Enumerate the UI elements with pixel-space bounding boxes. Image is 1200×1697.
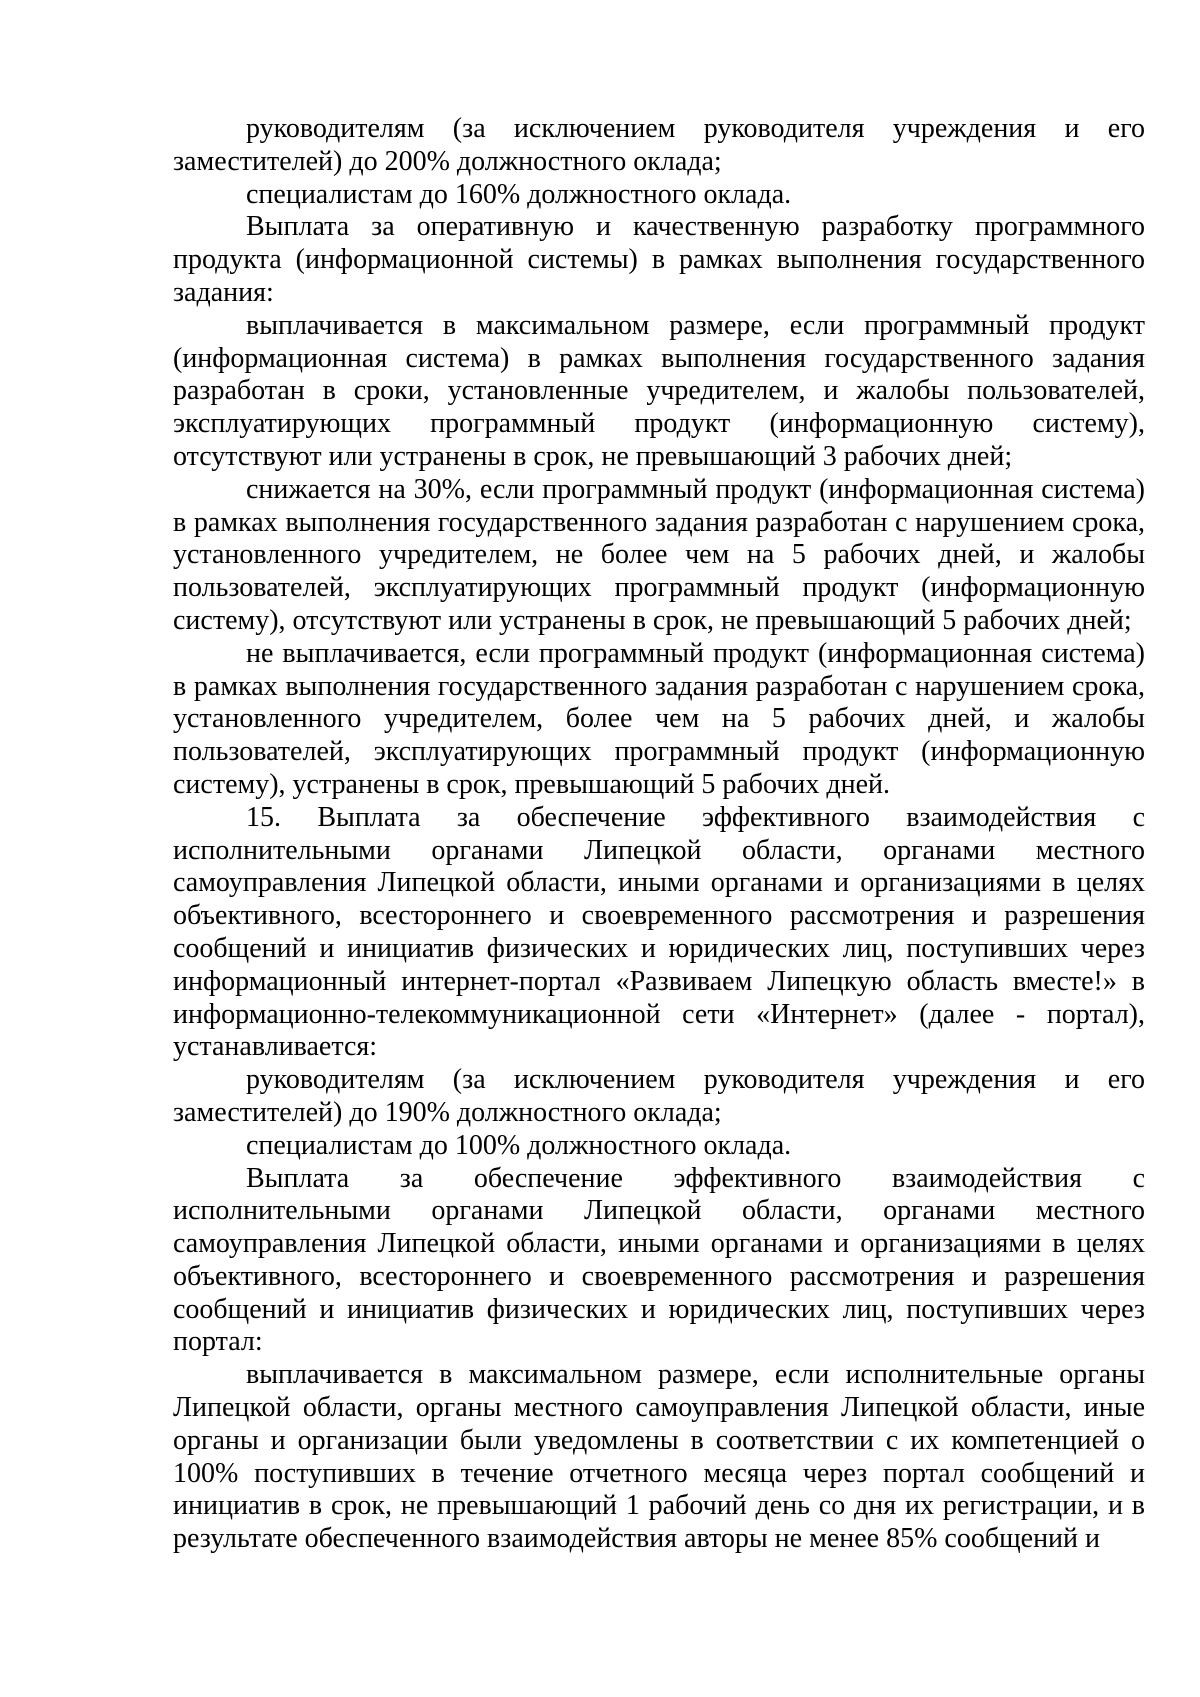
paragraph: специалистам до 100% должностного оклада. — [246, 1129, 792, 1161]
paragraph: руководителям (за исключением руководителя учреждения и его заместителей) до 200% должностного оклада; — [173, 113, 1145, 177]
paragraph: выплачивается в максимальном размере, если исполнительные органы Липецкой области, органы местного самоуправления Липецкой области, иные органы и организации были уведомлены в соответствии с их компетенцией о 100% поступивших в течение отчетного месяца через портал сообщений и инициатив в срок, не превышающий 1 рабочий день со дня их регистрации, и в результате обеспеченного взаимодействия авторы не менее 85% сообщений и — [173, 1359, 1145, 1555]
paragraph: Выплата за обеспечение эффективного взаимодействия с исполнительными органами Липецкой области, органами местного самоуправления Липецкой области, иными органами и организациями в целях объективного, всестороннего и своевременного рассмотрения и разрешения сообщений и инициатив физических и юридических лиц, поступивших через портал: — [173, 1162, 1145, 1358]
paragraph: руководителям (за исключением руководителя учреждения и его заместителей) до 190% должностного оклада; — [173, 1064, 1145, 1128]
paragraph: не выплачивается, если программный продукт (информационная система) в рамках выполнения государственного задания разработан с нарушением срока, установленного учредителем, более чем на 5 рабочих дней, и жалобы пользователей, эксплуатирующих программный продукт (информационную систему), устранены в срок, превышающий 5 рабочих дней. — [173, 637, 1145, 800]
document-page — [173, 113, 1145, 1556]
paragraph: Выплата за оперативную и качественную разработку программного продукта (информационной системы) в рамках выполнения государственного задания: — [173, 211, 1145, 308]
paragraph: специалистам до 160% должностного оклада. — [246, 178, 792, 210]
paragraph: снижается на 30%, если программный продукт (информационная система) в рамках выполнения государственного задания разработан с нарушением срока, установленного учредителем, не более чем на 5 рабочих дней, и жалобы пользователей, эксплуатирующих программный продукт (информационную систему), отсутствуют или устранены в срок, не превышающий 5 рабочих дней; — [173, 473, 1145, 636]
section-15-paragraph: 15. Выплата за обеспечение эффективного взаимодействия с исполнительными органами Липецкой области, органами местного самоуправления Липецкой области, иными органами и организациями в целях объективного, всестороннего и своевременного рассмотрения и разрешения сообщений и инициатив физических и юридических лиц, поступивших через информационный интернет-портал «Развиваем Липецкую область вместе!» в информационно-телекоммуникационной сети «Интернет» (далее - портал), устанавливается: — [173, 801, 1145, 1063]
paragraph: выплачивается в максимальном размере, если программный продукт (информационная система) в рамках выполнения государственного задания разработан в сроки, установленные учредителем, и жалобы пользователей, эксплуатирующих программный продукт (информационную систему), отсутствуют или устранены в срок, не превышающий 3 рабочих дней; — [173, 309, 1145, 472]
